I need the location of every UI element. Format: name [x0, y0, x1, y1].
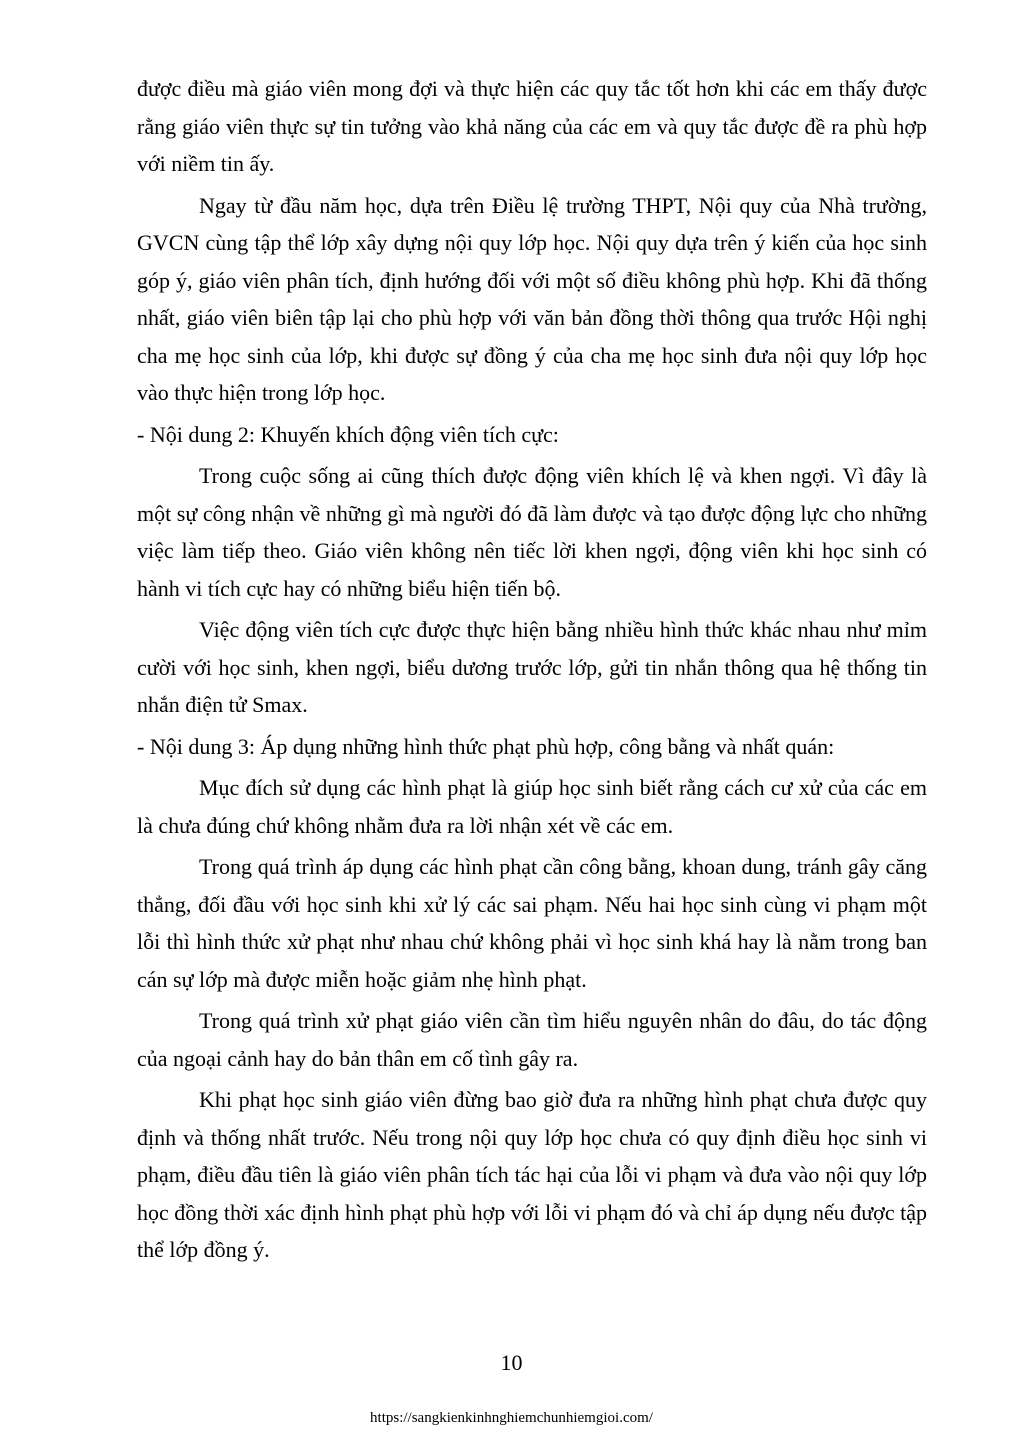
document-body [137, 70, 927, 1273]
section-heading: - Nội dung 2: Khuyến khích động viên tích cực: [137, 421, 559, 447]
paragraph: Ngay từ đầu năm học, dựa trên Điều lệ trường THPT, Nội quy của Nhà trường, GVCN cùng tập thể lớp xây dựng nội quy lớp học. Nội quy dựa trên ý kiến của học sinh góp ý, giáo viên phân tích, định hướng đối với một số điều không phù hợp. Khi đã thống nhất, giáo viên biên tập lại cho phù hợp với văn bản đồng thời thông qua trước Hội nghị cha mẹ học sinh của lớp, khi được sự đồng ý của cha mẹ học sinh đưa nội quy lớp học vào thực hiện trong lớp học. [137, 192, 927, 405]
paragraph: được điều mà giáo viên mong đợi và thực hiện các quy tắc tốt hơn khi các em thấy được rằng giáo viên thực sự tin tưởng vào khả năng của các em và quy tắc được đề ra phù hợp với niềm tin ấy. [137, 76, 927, 176]
paragraph: Việc động viên tích cực được thực hiện bằng nhiều hình thức khác nhau như mỉm cười với học sinh, khen ngợi, biểu dương trước lớp, gửi tin nhắn thông qua hệ thống tin nhắn điện tử Smax. [137, 617, 927, 717]
paragraph: Mục đích sử dụng các hình phạt là giúp học sinh biết rằng cách cư xử của các em là chưa đúng chứ không nhằm đưa ra lời nhận xét về các em. [137, 775, 927, 838]
footer-url[interactable]: https://sangkienkinhnghiemchunhiemgioi.com/ [370, 1410, 653, 1426]
paragraph: Trong quá trình áp dụng các hình phạt cần công bằng, khoan dung, tránh gây căng thẳng, đối đầu với học sinh khi xử lý các sai phạm. Nếu hai học sinh cùng vi phạm một lỗi thì hình thức xử phạt như nhau chứ không phải vì học sinh khá hay là nằm trong ban cán sự lớp mà được miễn hoặc giảm nhẹ hình phạt. [137, 854, 927, 992]
paragraph: Trong cuộc sống ai cũng thích được động viên khích lệ và khen ngợi. Vì đây là một sự công nhận về những gì mà người đó đã làm được và tạo được động lực cho những việc làm tiếp theo. Giáo viên không nên tiếc lời khen ngợi, động viên khi học sinh có hành vi tích cực hay có những biểu hiện tiến bộ. [137, 463, 927, 601]
section-heading: - Nội dung 3: Áp dụng những hình thức phạt phù hợp, công bằng và nhất quán: [137, 733, 835, 759]
paragraph: Khi phạt học sinh giáo viên đừng bao giờ đưa ra những hình phạt chưa được quy định và thống nhất trước. Nếu trong nội quy lớp học chưa có quy định điều học sinh vi phạm, điều đầu tiên là giáo viên phân tích tác hại của lỗi vi phạm và đưa vào nội quy lớp học đồng thời xác định hình phạt phù hợp với lỗi vi phạm đó và chỉ áp dụng nếu được tập thể lớp đồng ý. [137, 1087, 927, 1262]
paragraph: Trong quá trình xử phạt giáo viên cần tìm hiểu nguyên nhân do đâu, do tác động của ngoại cảnh hay do bản thân em cố tình gây ra. [137, 1008, 927, 1071]
page-number: 10 [500, 1350, 523, 1375]
